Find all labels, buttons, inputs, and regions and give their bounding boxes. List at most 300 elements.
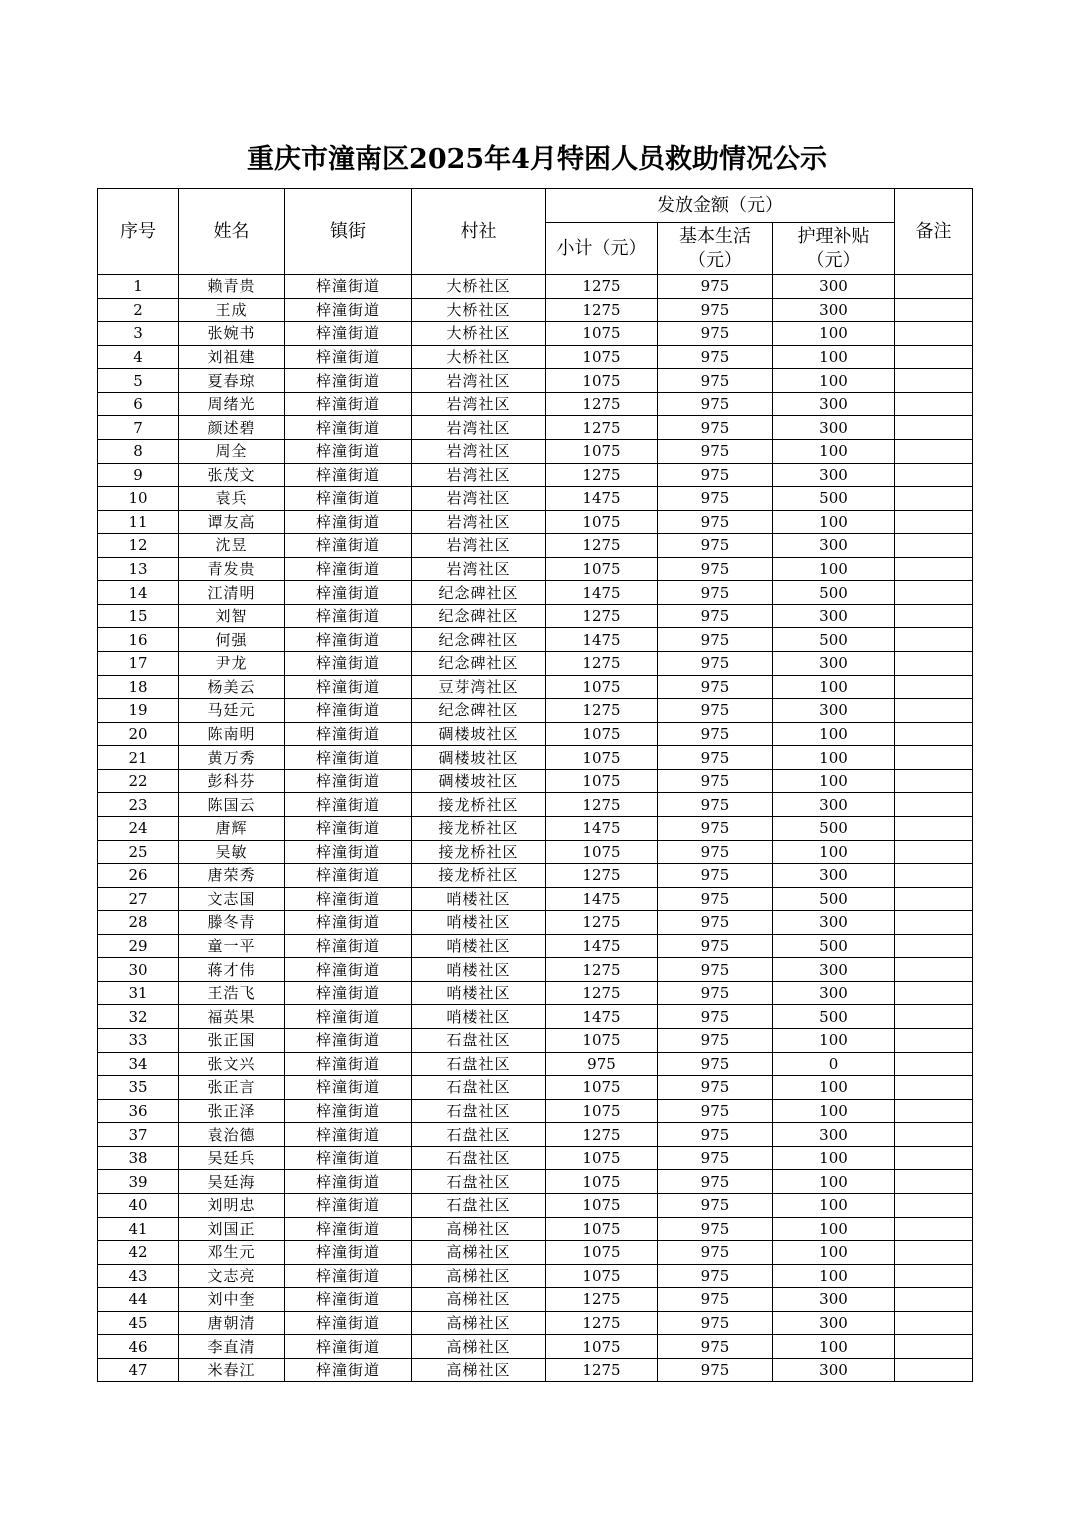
cell-care: 100	[773, 1029, 895, 1053]
cell-village: 纪念碑社区	[412, 581, 546, 605]
cell-subtotal: 975	[546, 1052, 658, 1076]
cell-street: 梓潼街道	[285, 1099, 412, 1123]
cell-care: 500	[773, 816, 895, 840]
header-name: 姓名	[179, 189, 285, 275]
cell-street: 梓潼街道	[285, 298, 412, 322]
cell-name: 吴廷兵	[179, 1146, 285, 1170]
table-row	[98, 1005, 973, 1029]
cell-remark	[895, 1052, 973, 1076]
table-row	[98, 416, 973, 440]
cell-basic: 975	[658, 722, 773, 746]
cell-remark	[895, 934, 973, 958]
cell-basic: 975	[658, 369, 773, 393]
cell-seq: 21	[98, 746, 179, 770]
cell-village: 岩湾社区	[412, 534, 546, 558]
cell-remark	[895, 1264, 973, 1288]
cell-seq: 30	[98, 958, 179, 982]
table-row	[98, 322, 973, 346]
cell-seq: 18	[98, 675, 179, 699]
cell-village: 高梯社区	[412, 1264, 546, 1288]
cell-basic: 975	[658, 699, 773, 723]
cell-subtotal: 1275	[546, 1123, 658, 1147]
cell-basic: 975	[658, 581, 773, 605]
cell-basic: 975	[658, 604, 773, 628]
cell-street: 梓潼街道	[285, 769, 412, 793]
cell-basic: 975	[658, 981, 773, 1005]
cell-care: 300	[773, 699, 895, 723]
cell-village: 纪念碑社区	[412, 604, 546, 628]
cell-seq: 20	[98, 722, 179, 746]
cell-subtotal: 1075	[546, 1029, 658, 1053]
cell-name: 杨美云	[179, 675, 285, 699]
cell-remark	[895, 581, 973, 605]
cell-basic: 975	[658, 769, 773, 793]
cell-care: 100	[773, 675, 895, 699]
table-row	[98, 816, 973, 840]
cell-village: 哨楼社区	[412, 981, 546, 1005]
cell-seq: 40	[98, 1193, 179, 1217]
cell-village: 碉楼坡社区	[412, 722, 546, 746]
cell-remark	[895, 1099, 973, 1123]
header-street: 镇街	[285, 189, 412, 275]
cell-remark	[895, 816, 973, 840]
cell-street: 梓潼街道	[285, 1335, 412, 1359]
table-row	[98, 887, 973, 911]
cell-village: 接龙桥社区	[412, 816, 546, 840]
cell-seq: 17	[98, 652, 179, 676]
cell-subtotal: 1475	[546, 887, 658, 911]
header-village: 村社	[412, 189, 546, 275]
cell-basic: 975	[658, 864, 773, 888]
cell-remark	[895, 1217, 973, 1241]
cell-street: 梓潼街道	[285, 864, 412, 888]
cell-seq: 2	[98, 298, 179, 322]
table-row	[98, 1241, 973, 1265]
cell-village: 高梯社区	[412, 1288, 546, 1312]
cell-subtotal: 1075	[546, 1170, 658, 1194]
table-row	[98, 769, 973, 793]
cell-street: 梓潼街道	[285, 1029, 412, 1053]
cell-name: 滕冬青	[179, 911, 285, 935]
cell-remark	[895, 1335, 973, 1359]
cell-remark	[895, 298, 973, 322]
cell-remark	[895, 1358, 973, 1382]
cell-care: 100	[773, 345, 895, 369]
cell-subtotal: 1275	[546, 958, 658, 982]
cell-name: 袁治德	[179, 1123, 285, 1147]
cell-care: 300	[773, 1288, 895, 1312]
cell-care: 300	[773, 652, 895, 676]
cell-name: 李直清	[179, 1335, 285, 1359]
cell-street: 梓潼街道	[285, 1005, 412, 1029]
table-row	[98, 1288, 973, 1312]
table-row	[98, 1146, 973, 1170]
cell-street: 梓潼街道	[285, 722, 412, 746]
cell-village: 纪念碑社区	[412, 628, 546, 652]
cell-care: 100	[773, 322, 895, 346]
header-basic	[658, 223, 773, 275]
cell-care: 500	[773, 581, 895, 605]
cell-street: 梓潼街道	[285, 1264, 412, 1288]
table-row	[98, 1123, 973, 1147]
cell-village: 哨楼社区	[412, 958, 546, 982]
cell-village: 大桥社区	[412, 345, 546, 369]
table-row	[98, 1193, 973, 1217]
cell-basic: 975	[658, 1193, 773, 1217]
cell-street: 梓潼街道	[285, 510, 412, 534]
cell-village: 接龙桥社区	[412, 793, 546, 817]
table-row	[98, 275, 973, 299]
cell-remark	[895, 1005, 973, 1029]
cell-basic: 975	[658, 1358, 773, 1382]
cell-street: 梓潼街道	[285, 675, 412, 699]
cell-basic: 975	[658, 275, 773, 299]
cell-village: 石盘社区	[412, 1146, 546, 1170]
cell-care: 100	[773, 1264, 895, 1288]
cell-subtotal: 1075	[546, 1076, 658, 1100]
cell-subtotal: 1275	[546, 911, 658, 935]
cell-subtotal: 1075	[546, 1146, 658, 1170]
table-row	[98, 369, 973, 393]
cell-seq: 43	[98, 1264, 179, 1288]
cell-subtotal: 1275	[546, 534, 658, 558]
cell-seq: 13	[98, 557, 179, 581]
cell-care: 100	[773, 1076, 895, 1100]
cell-remark	[895, 1029, 973, 1053]
table-row	[98, 581, 973, 605]
cell-basic: 975	[658, 840, 773, 864]
cell-subtotal: 1075	[546, 840, 658, 864]
table-row	[98, 864, 973, 888]
cell-village: 岩湾社区	[412, 510, 546, 534]
table-row	[98, 439, 973, 463]
cell-remark	[895, 487, 973, 511]
table-row	[98, 699, 973, 723]
cell-street: 梓潼街道	[285, 534, 412, 558]
table-row	[98, 1358, 973, 1382]
cell-care: 300	[773, 911, 895, 935]
cell-seq: 14	[98, 581, 179, 605]
cell-care: 300	[773, 463, 895, 487]
cell-street: 梓潼街道	[285, 958, 412, 982]
cell-name: 张文兴	[179, 1052, 285, 1076]
cell-seq: 27	[98, 887, 179, 911]
cell-remark	[895, 1193, 973, 1217]
cell-basic: 975	[658, 463, 773, 487]
cell-street: 梓潼街道	[285, 463, 412, 487]
cell-subtotal: 1075	[546, 1193, 658, 1217]
cell-subtotal: 1075	[546, 722, 658, 746]
cell-care: 300	[773, 604, 895, 628]
header-amount-group: 发放金额（元）	[546, 189, 895, 223]
cell-subtotal: 1275	[546, 793, 658, 817]
table-row	[98, 1264, 973, 1288]
cell-basic: 975	[658, 675, 773, 699]
header-care-line2: （元）	[806, 249, 861, 271]
cell-care: 300	[773, 1123, 895, 1147]
cell-care: 300	[773, 275, 895, 299]
table-row	[98, 534, 973, 558]
table-row	[98, 958, 973, 982]
cell-care: 300	[773, 1358, 895, 1382]
cell-street: 梓潼街道	[285, 699, 412, 723]
cell-street: 梓潼街道	[285, 840, 412, 864]
cell-name: 唐辉	[179, 816, 285, 840]
cell-remark	[895, 1311, 973, 1335]
cell-village: 岩湾社区	[412, 369, 546, 393]
cell-remark	[895, 1241, 973, 1265]
cell-basic: 975	[658, 1311, 773, 1335]
cell-village: 哨楼社区	[412, 887, 546, 911]
cell-street: 梓潼街道	[285, 416, 412, 440]
cell-street: 梓潼街道	[285, 557, 412, 581]
cell-care: 500	[773, 934, 895, 958]
cell-village: 接龙桥社区	[412, 840, 546, 864]
cell-subtotal: 1075	[546, 345, 658, 369]
cell-name: 王浩飞	[179, 981, 285, 1005]
cell-seq: 23	[98, 793, 179, 817]
cell-village: 高梯社区	[412, 1217, 546, 1241]
cell-subtotal: 1075	[546, 322, 658, 346]
cell-name: 张正泽	[179, 1099, 285, 1123]
cell-basic: 975	[658, 392, 773, 416]
cell-remark	[895, 1123, 973, 1147]
cell-seq: 31	[98, 981, 179, 1005]
cell-seq: 46	[98, 1335, 179, 1359]
table-row	[98, 298, 973, 322]
cell-name: 刘国正	[179, 1217, 285, 1241]
cell-village: 石盘社区	[412, 1029, 546, 1053]
relief-table	[97, 188, 973, 1382]
cell-subtotal: 1075	[546, 1099, 658, 1123]
cell-seq: 10	[98, 487, 179, 511]
cell-remark	[895, 769, 973, 793]
cell-street: 梓潼街道	[285, 1076, 412, 1100]
cell-care: 300	[773, 793, 895, 817]
cell-name: 米春江	[179, 1358, 285, 1382]
cell-village: 哨楼社区	[412, 1005, 546, 1029]
cell-seq: 1	[98, 275, 179, 299]
cell-village: 大桥社区	[412, 275, 546, 299]
cell-subtotal: 1275	[546, 604, 658, 628]
cell-street: 梓潼街道	[285, 1358, 412, 1382]
cell-name: 文志国	[179, 887, 285, 911]
cell-subtotal: 1075	[546, 510, 658, 534]
cell-name: 夏春琼	[179, 369, 285, 393]
cell-basic: 975	[658, 1029, 773, 1053]
cell-village: 岩湾社区	[412, 439, 546, 463]
cell-street: 梓潼街道	[285, 911, 412, 935]
cell-street: 梓潼街道	[285, 1288, 412, 1312]
cell-seq: 24	[98, 816, 179, 840]
cell-remark	[895, 981, 973, 1005]
cell-remark	[895, 1146, 973, 1170]
cell-seq: 16	[98, 628, 179, 652]
cell-subtotal: 1075	[546, 675, 658, 699]
cell-street: 梓潼街道	[285, 439, 412, 463]
cell-street: 梓潼街道	[285, 487, 412, 511]
cell-care: 0	[773, 1052, 895, 1076]
cell-subtotal: 1075	[546, 1241, 658, 1265]
cell-village: 岩湾社区	[412, 416, 546, 440]
cell-seq: 9	[98, 463, 179, 487]
cell-subtotal: 1475	[546, 1005, 658, 1029]
cell-name: 张婉书	[179, 322, 285, 346]
cell-seq: 39	[98, 1170, 179, 1194]
cell-care: 500	[773, 628, 895, 652]
table-row	[98, 1052, 973, 1076]
cell-seq: 34	[98, 1052, 179, 1076]
table-row	[98, 675, 973, 699]
cell-name: 吴敏	[179, 840, 285, 864]
cell-remark	[895, 746, 973, 770]
cell-village: 石盘社区	[412, 1099, 546, 1123]
cell-subtotal: 1275	[546, 981, 658, 1005]
cell-seq: 15	[98, 604, 179, 628]
cell-care: 300	[773, 958, 895, 982]
header-basic-line2: （元）	[688, 249, 742, 271]
cell-basic: 975	[658, 1052, 773, 1076]
cell-seq: 45	[98, 1311, 179, 1335]
cell-seq: 6	[98, 392, 179, 416]
cell-seq: 4	[98, 345, 179, 369]
cell-remark	[895, 534, 973, 558]
cell-subtotal: 1475	[546, 581, 658, 605]
cell-subtotal: 1275	[546, 1288, 658, 1312]
cell-village: 高梯社区	[412, 1241, 546, 1265]
header-basic-line1: 基本生活	[679, 225, 751, 247]
cell-village: 纪念碑社区	[412, 652, 546, 676]
cell-care: 100	[773, 1146, 895, 1170]
cell-basic: 975	[658, 1146, 773, 1170]
cell-subtotal: 1275	[546, 1311, 658, 1335]
cell-care: 100	[773, 840, 895, 864]
cell-basic: 975	[658, 934, 773, 958]
cell-seq: 41	[98, 1217, 179, 1241]
cell-subtotal: 1075	[546, 439, 658, 463]
cell-village: 石盘社区	[412, 1052, 546, 1076]
cell-name: 张正言	[179, 1076, 285, 1100]
cell-subtotal: 1075	[546, 1264, 658, 1288]
cell-seq: 47	[98, 1358, 179, 1382]
cell-street: 梓潼街道	[285, 1170, 412, 1194]
cell-village: 石盘社区	[412, 1170, 546, 1194]
table-row	[98, 1029, 973, 1053]
cell-street: 梓潼街道	[285, 1193, 412, 1217]
cell-subtotal: 1075	[546, 746, 658, 770]
cell-village: 豆芽湾社区	[412, 675, 546, 699]
cell-subtotal: 1275	[546, 416, 658, 440]
cell-care: 300	[773, 864, 895, 888]
cell-remark	[895, 675, 973, 699]
cell-remark	[895, 604, 973, 628]
cell-care: 300	[773, 416, 895, 440]
cell-street: 梓潼街道	[285, 934, 412, 958]
cell-name: 唐朝清	[179, 1311, 285, 1335]
cell-seq: 3	[98, 322, 179, 346]
cell-care: 100	[773, 769, 895, 793]
cell-care: 100	[773, 439, 895, 463]
cell-care: 100	[773, 722, 895, 746]
cell-name: 张正国	[179, 1029, 285, 1053]
cell-subtotal: 1075	[546, 1335, 658, 1359]
cell-basic: 975	[658, 322, 773, 346]
cell-village: 大桥社区	[412, 322, 546, 346]
cell-seq: 12	[98, 534, 179, 558]
cell-seq: 7	[98, 416, 179, 440]
cell-name: 唐荣秀	[179, 864, 285, 888]
cell-basic: 975	[658, 1170, 773, 1194]
cell-name: 陈南明	[179, 722, 285, 746]
cell-basic: 975	[658, 510, 773, 534]
cell-basic: 975	[658, 1123, 773, 1147]
cell-remark	[895, 864, 973, 888]
cell-name: 黄万秀	[179, 746, 285, 770]
cell-name: 赖青贵	[179, 275, 285, 299]
cell-care: 100	[773, 1170, 895, 1194]
table-row	[98, 604, 973, 628]
cell-seq: 22	[98, 769, 179, 793]
cell-subtotal: 1075	[546, 1217, 658, 1241]
cell-basic: 975	[658, 298, 773, 322]
cell-village: 纪念碑社区	[412, 699, 546, 723]
cell-basic: 975	[658, 439, 773, 463]
table-row	[98, 392, 973, 416]
cell-care: 500	[773, 1005, 895, 1029]
cell-care: 100	[773, 1241, 895, 1265]
cell-subtotal: 1275	[546, 463, 658, 487]
cell-remark	[895, 510, 973, 534]
cell-subtotal: 1075	[546, 769, 658, 793]
cell-remark	[895, 463, 973, 487]
cell-name: 沈昱	[179, 534, 285, 558]
cell-name: 王成	[179, 298, 285, 322]
cell-street: 梓潼街道	[285, 1146, 412, 1170]
cell-street: 梓潼街道	[285, 1123, 412, 1147]
cell-street: 梓潼街道	[285, 392, 412, 416]
cell-remark	[895, 1076, 973, 1100]
cell-street: 梓潼街道	[285, 1311, 412, 1335]
cell-care: 300	[773, 1311, 895, 1335]
cell-care: 300	[773, 392, 895, 416]
table-row	[98, 557, 973, 581]
cell-care: 100	[773, 557, 895, 581]
cell-basic: 975	[658, 1241, 773, 1265]
cell-street: 梓潼街道	[285, 581, 412, 605]
cell-remark	[895, 392, 973, 416]
cell-basic: 975	[658, 1288, 773, 1312]
cell-subtotal: 1075	[546, 369, 658, 393]
cell-street: 梓潼街道	[285, 369, 412, 393]
cell-basic: 975	[658, 628, 773, 652]
cell-basic: 975	[658, 1005, 773, 1029]
cell-name: 吴廷海	[179, 1170, 285, 1194]
table-row	[98, 934, 973, 958]
cell-name: 周全	[179, 439, 285, 463]
cell-name: 青发贵	[179, 557, 285, 581]
cell-village: 碉楼坡社区	[412, 769, 546, 793]
cell-basic: 975	[658, 911, 773, 935]
header-care-line1: 护理补贴	[797, 225, 870, 247]
cell-care: 300	[773, 534, 895, 558]
cell-remark	[895, 275, 973, 299]
cell-village: 高梯社区	[412, 1311, 546, 1335]
cell-subtotal: 1075	[546, 557, 658, 581]
cell-seq: 44	[98, 1288, 179, 1312]
cell-care: 500	[773, 487, 895, 511]
cell-name: 童一平	[179, 934, 285, 958]
cell-care: 100	[773, 1335, 895, 1359]
